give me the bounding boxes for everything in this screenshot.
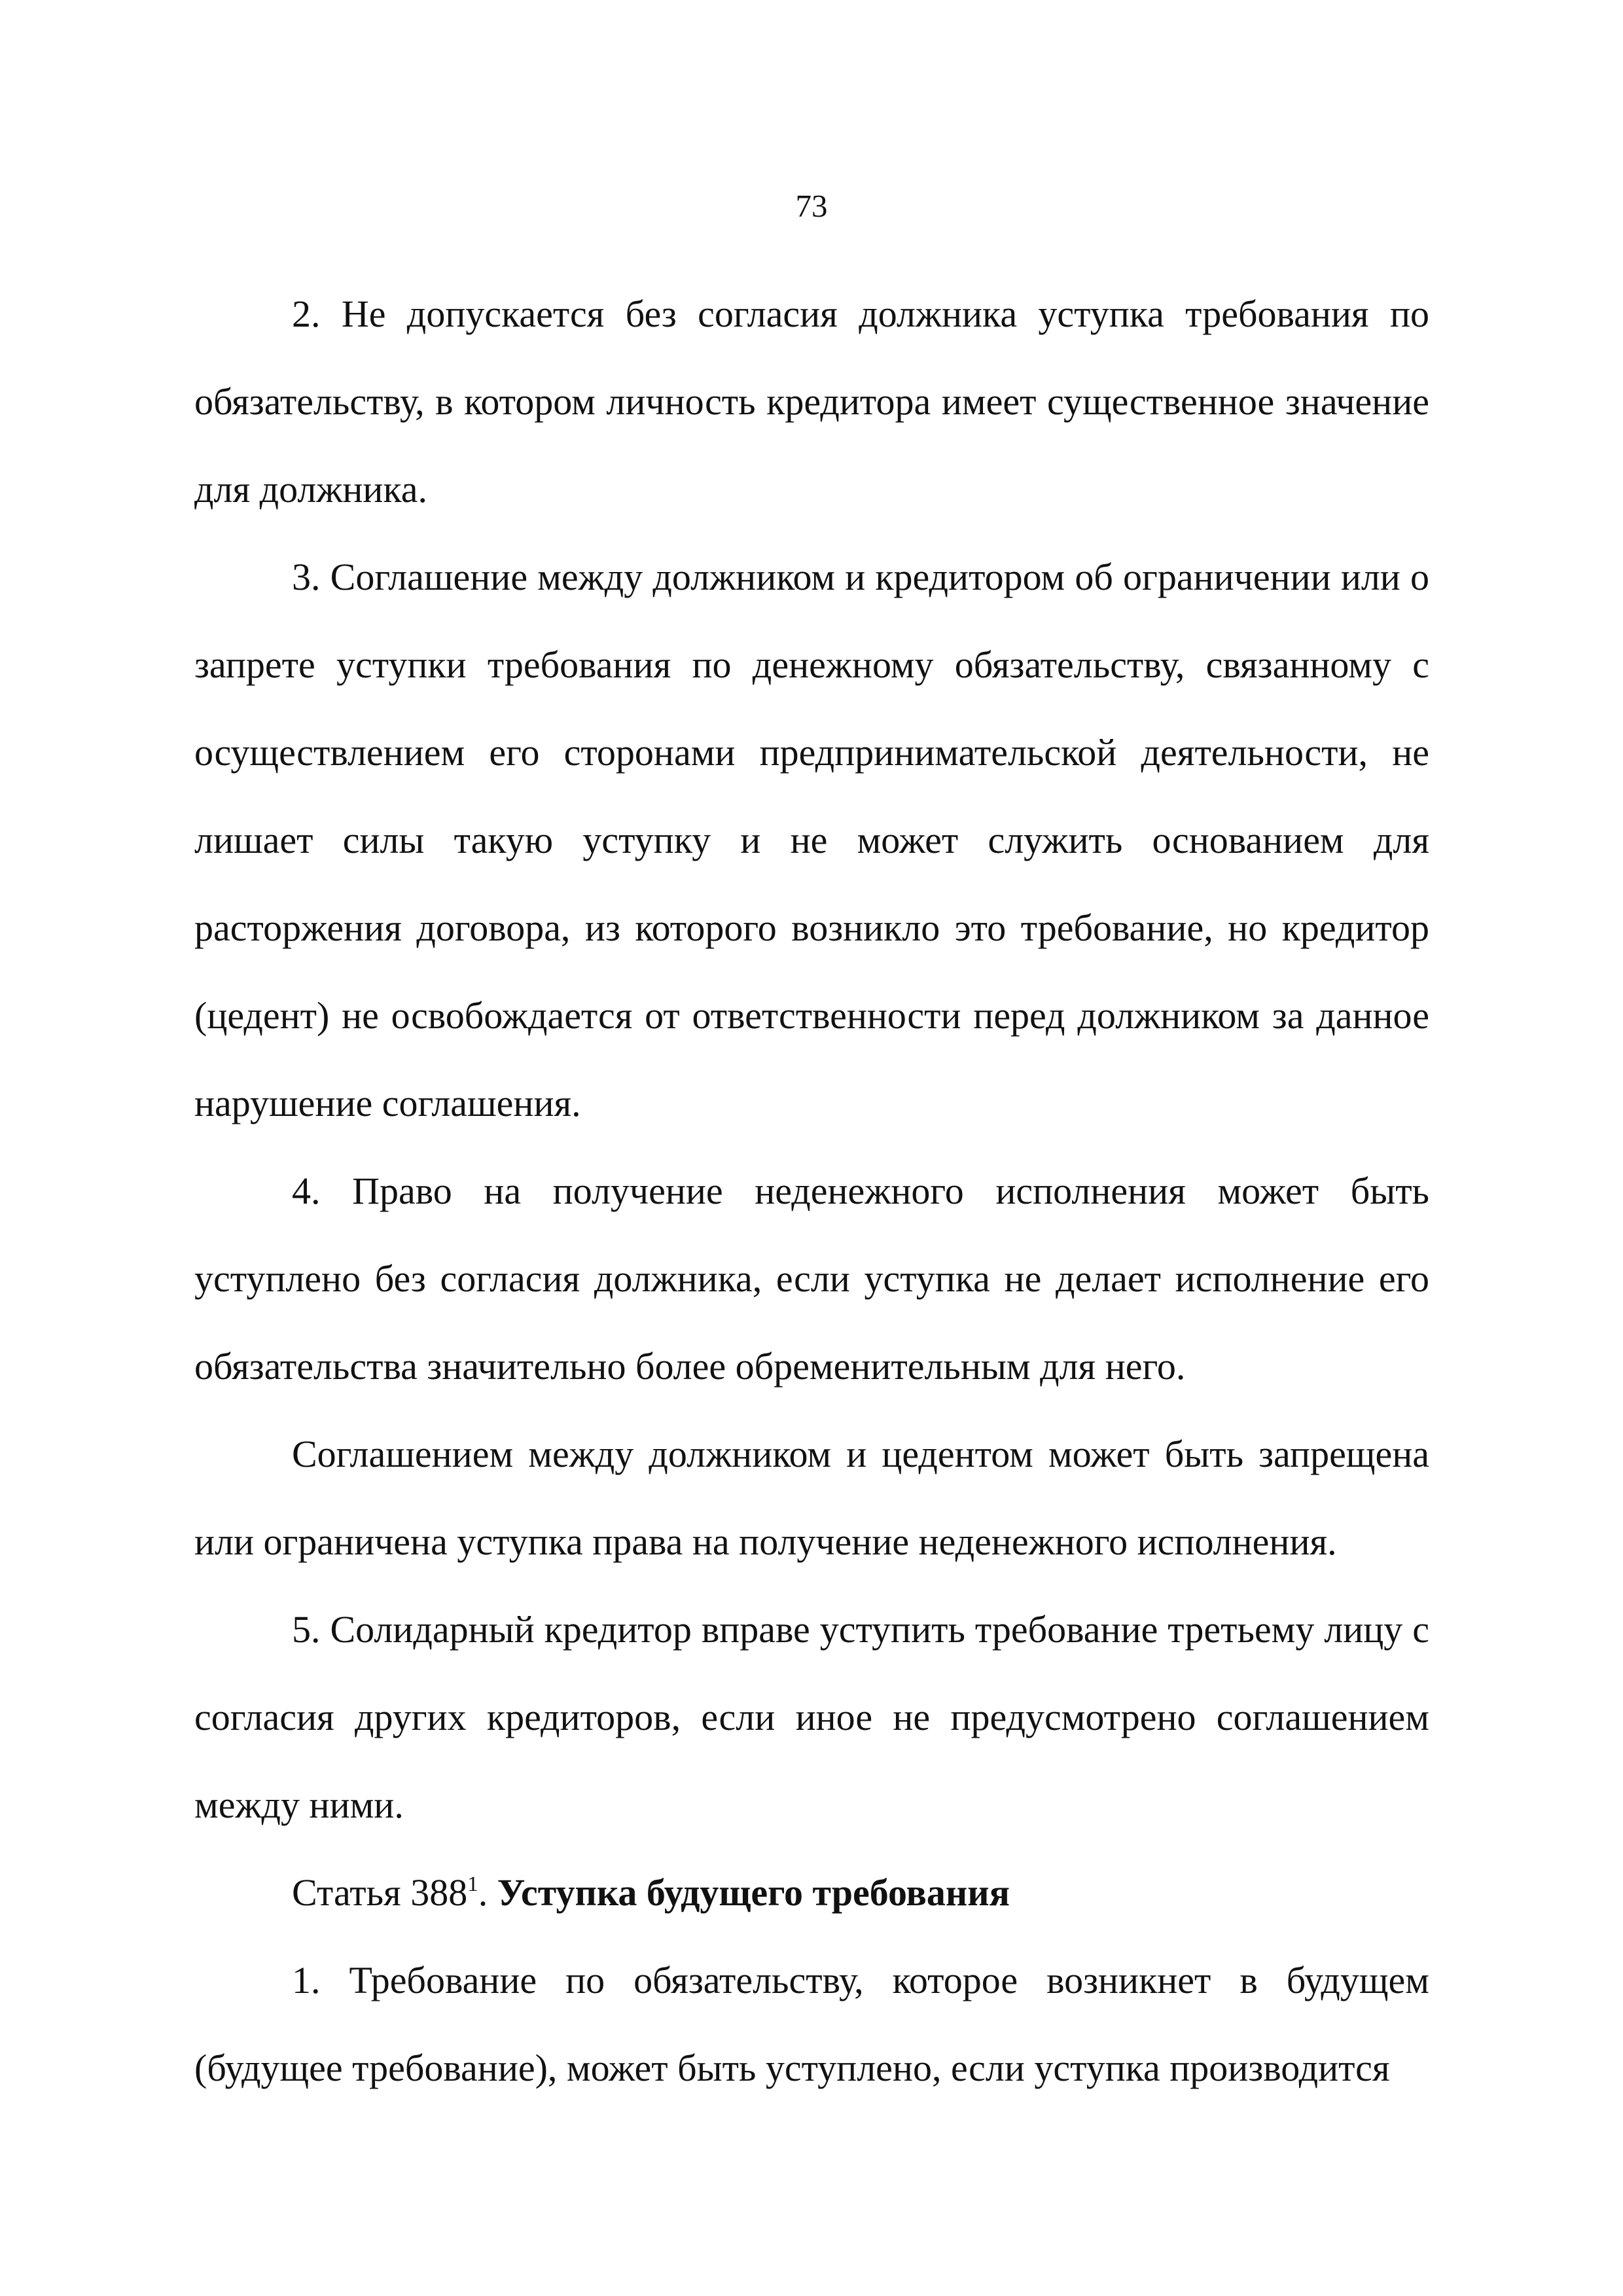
article-separator: .: [478, 1871, 497, 1914]
article-heading: [194, 1849, 1429, 1937]
paragraph-4-continued: Соглашением между должником и цедентом может быть запрещена или ограничена уступка права на получение неденежного исполнения.: [194, 1433, 1429, 1563]
paragraph-5: 5. Солидарный кредитор вправе уступить требование третьему лицу с согласия других кредиторов, если иное не предусмотрено соглашением между ними.: [194, 1608, 1429, 1826]
article-prefix: Статья 388: [292, 1871, 468, 1914]
paragraph-2: 2. Не допускается без согласия должника уступка требования по обязательству, в котором личность кредитора имеет существенное значение для должника.: [194, 293, 1429, 511]
paragraph-4: 4. Право на получение неденежного исполнения может быть уступлено без согласия должника, если уступка не делает исполнение его обязательства значительно более обременительным для него.: [194, 1170, 1429, 1388]
page-number: 73: [795, 188, 828, 224]
paragraph-3: 3. Соглашение между должником и кредитором об ограничении или о запрете уступки требования по денежному обязательству, связанному с осуществлением его сторонами предпринимательской деятельности, не лишает силы такую уступку и не может служить основанием для расторжения договора, из которого возникло это требование, но кредитор (цедент) не освобождается от ответственности перед должником за данное нарушение соглашения.: [194, 556, 1429, 1124]
document-body: [194, 270, 1429, 2112]
article-superscript: 1: [467, 1873, 478, 1896]
article-paragraph-1: 1. Требование по обязательству, которое возникнет в будущем (будущее требование), может быть уступлено, если уступка производится: [194, 1959, 1429, 2089]
article-title: Уступка будущего требования: [497, 1871, 1010, 1914]
